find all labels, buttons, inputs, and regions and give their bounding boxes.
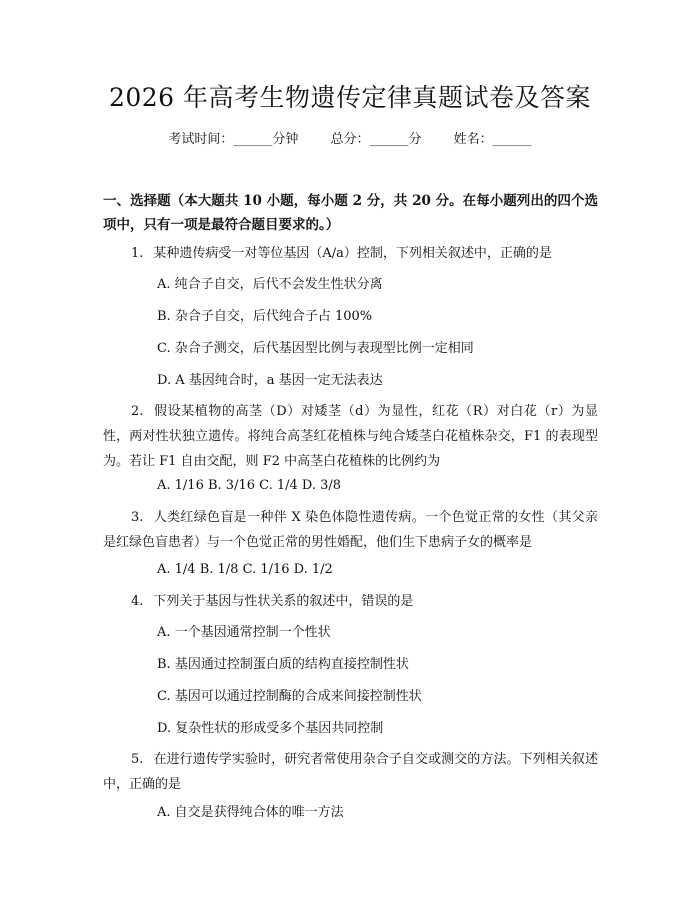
exam-meta: [0, 130, 700, 150]
option-4d: D. 复杂性状的形成受多个基因共同控制: [157, 721, 384, 736]
question-stem: 下列关于基因与性状关系的叙述中，错误的是: [153, 594, 414, 609]
question-stem: 在进行遗传学实验时，研究者常使用杂合子自交或测交的方法。下列相关叙述中，正确的是: [103, 752, 598, 792]
option-5a: A. 自交是获得纯合体的唯一方法: [157, 805, 344, 820]
option-2-choices: A. 1/16 B. 3/16 C. 1/4 D. 3/8: [157, 478, 342, 493]
exam-time-field: 考试时间：______分钟: [168, 132, 299, 147]
option-1c: C. 杂合子测交，后代基因型比例与表现型比例一定相同: [157, 341, 474, 356]
question-stem: 人类红绿色盲是一种伴 X 染色体隐性遗传病。一个色觉正常的女性（其父亲是红绿色盲患者）与一个色觉正常的男性婚配，他们生下患病子女的概率是: [103, 510, 598, 550]
question-number: 1.: [131, 246, 144, 261]
question-stem: 假设某植物的高茎（D）对矮茎（d）为显性，红花（R）对白花（r）为显性，两对性状独立遗传。将纯合高茎红花植株与纯合矮茎白花植株杂交，F1 的表现型为。若让 F1 自由交配，则 F2 中高茎白花植株的比例约为: [103, 404, 598, 469]
option-4a: A. 一个基因通常控制一个性状: [157, 625, 331, 640]
question-5: [103, 747, 598, 797]
question-3: [103, 505, 598, 555]
option-1a: A. 纯合子自交，后代不会发生性状分离: [157, 277, 383, 292]
question-number: 4.: [131, 594, 144, 609]
question-1: [103, 241, 598, 266]
option-4c: C. 基因可以通过控制酶的合成来间接控制性状: [157, 689, 422, 704]
question-stem: 某种遗传病受一对等位基因（A/a）控制，下列相关叙述中，正确的是: [153, 246, 552, 261]
option-1b: B. 杂合子自交，后代纯合子占 100%: [157, 309, 373, 324]
question-2: [103, 399, 598, 474]
question-number: 5.: [131, 752, 144, 767]
question-number: 3.: [131, 510, 144, 525]
option-4b: B. 基因通过控制蛋白质的结构直接控制性状: [157, 657, 409, 672]
section-heading: 一、选择题（本大题共 10 小题，每小题 2 分，共 20 分。在每小题列出的四个选项中，只有一项是最符合题目要求的。）: [103, 193, 598, 233]
option-1d: D. A 基因纯合时，a 基因一定无法表达: [157, 373, 383, 388]
page-title: 2026 年高考生物遗传定律真题试卷及答案: [108, 83, 592, 112]
total-score-field: 总分：______分: [330, 132, 422, 147]
question-4: [103, 589, 598, 614]
question-number: 2.: [131, 404, 144, 419]
student-name-field: 姓名：______: [453, 132, 532, 147]
option-3-choices: A. 1/4 B. 1/8 C. 1/16 D. 1/2: [157, 562, 333, 577]
